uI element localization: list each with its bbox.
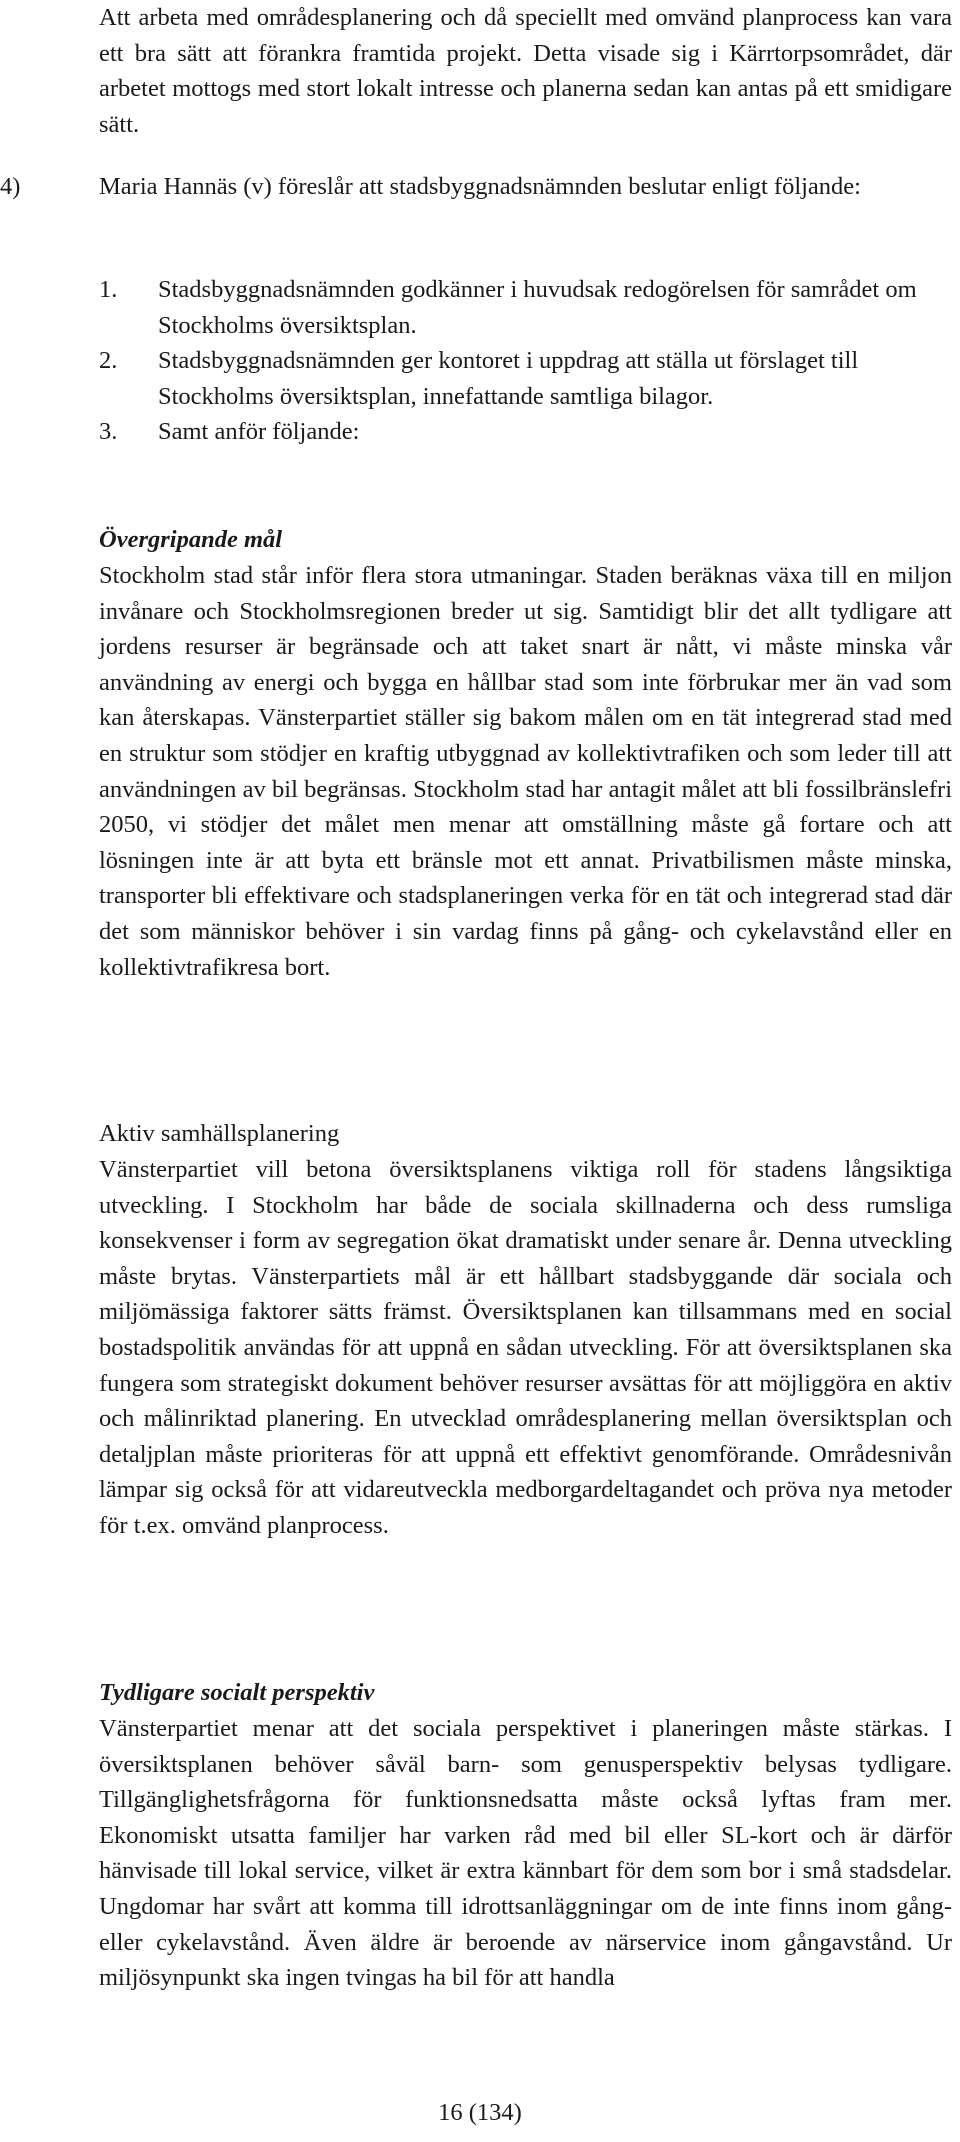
list-item	[99, 272, 952, 343]
motion-number: 4)	[0, 173, 21, 200]
motion-text: Maria Hannäs (v) föreslår att stadsbyggnadsnämnden beslutar enligt följande:	[99, 173, 861, 200]
list-item-text: Stadsbyggnadsnämnden godkänner i huvudsak redogörelsen för samrådet om Stockholms översiktsplan.	[158, 276, 917, 339]
list-item-number: 1.	[99, 276, 118, 303]
list-item-text: Stadsbyggnadsnämnden ger kontoret i uppdrag att ställa ut förslaget till Stockholms översiktsplan, innefattande samtliga bilagor.	[158, 347, 859, 410]
list-item-number: 3.	[99, 418, 118, 446]
section-heading-aktiv-samhallsplanering: Aktiv samhällsplanering	[99, 1120, 340, 1147]
list-item	[99, 414, 952, 450]
page-number: 16 (134)	[438, 2099, 522, 2126]
section-body-overgripande-mal: Stockholm stad står inför flera stora utmaningar. Staden beräknas växa till en miljon invånare och Stockholmsregionen breder ut sig. Samtidigt blir det allt tydligare att jordens resurser är begränsade och att taket snart är nått, vi måste minska vår användning av energi och bygga en hållbar stad som inte förbrukar mer än vad som kan återskapas. Vänsterpartiet ställer sig bakom målen om en tät integrerad stad med en struktur som stödjer en kraftig utbyggnad av kollektivtrafiken och som leder till att användningen av bil begränsas. Stockholm stad har antagit målet att bli fossilbränslefri 2050, vi stödjer det målet men menar att omställning måste gå fortare och att lösningen inte är att byta ett bränsle mot ett annat. Privatbilismen måste minska, transporter bli effektivare och stadsplaneringen verka för en tät och integrerad stad där det som människor behöver i sin vardag finns på gång- och cykelavstånd eller en kollektivtrafikresa bort.	[99, 562, 952, 981]
section-body-aktiv-samhallsplanering: Vänsterpartiet vill betona översiktsplanens viktiga roll för stadens långsiktiga utveckling. I Stockholm har både de sociala skillnaderna och dess rumsliga konsekvenser i form av segregation ökat dramatiskt under senare år. Denna utveckling måste brytas. Vänsterpartiets mål är ett hållbart stadsbyggande där sociala och miljömässiga faktorer sätts främst. Översiktsplanen kan tillsammans med en social bostadspolitik användas för att uppnå en sådan utveckling. För att översiktsplanen ska fungera som strategiskt dokument behöver resurser avsättas för att möjliggöra en aktiv och målinriktad planering. En utvecklad områdesplanering mellan översiktsplan och detaljplan måste prioriteras för att uppnå ett effektivt genomförande. Områdesnivån lämpar sig också för att vidareutveckla medborgardeltagandet och pröva nya metoder för t.ex. omvänd planprocess.	[99, 1156, 952, 1539]
intro-paragraph: Att arbeta med områdesplanering och då speciellt med omvänd planprocess kan vara ett bra sätt att förankra framtida projekt. Detta visade sig i Kärrtorpsområdet, där arbetet mottogs med stort lokalt intresse och planerna sedan kan antas på ett smidigare sätt.	[99, 4, 952, 138]
section-body-tydligare-socialt-perspektiv: Vänsterpartiet menar att det sociala perspektivet i planeringen måste stärkas. I översiktsplanen behöver såväl barn- som genusperspektiv belysas tydligare. Tillgänglighetsfrågorna för funktionsnedsatta måste också lyftas fram mer. Ekonomiskt utsatta familjer har varken råd med bil eller SL-kort och är därför hänvisade till lokal service, vilket är extra kännbart för dem som bor i små stadsdelar. Ungdomar har svårt att komma till idrottsanläggningar om de inte finns inom gång- eller cykelavstånd. Även äldre är beroende av närservice inom gångavstånd. Ur miljösynpunkt ska ingen tvingas ha bil för att handla	[99, 1715, 952, 1992]
section-heading-overgripande-mal: Övergripande mål	[99, 526, 283, 553]
motion-item-list	[99, 272, 952, 450]
list-item-number: 2.	[99, 347, 118, 375]
list-item	[99, 343, 952, 414]
list-item-text: Samt anför följande:	[158, 418, 360, 446]
section-heading-tydligare-socialt-perspektiv: Tydligare socialt perspektiv	[99, 1679, 375, 1706]
